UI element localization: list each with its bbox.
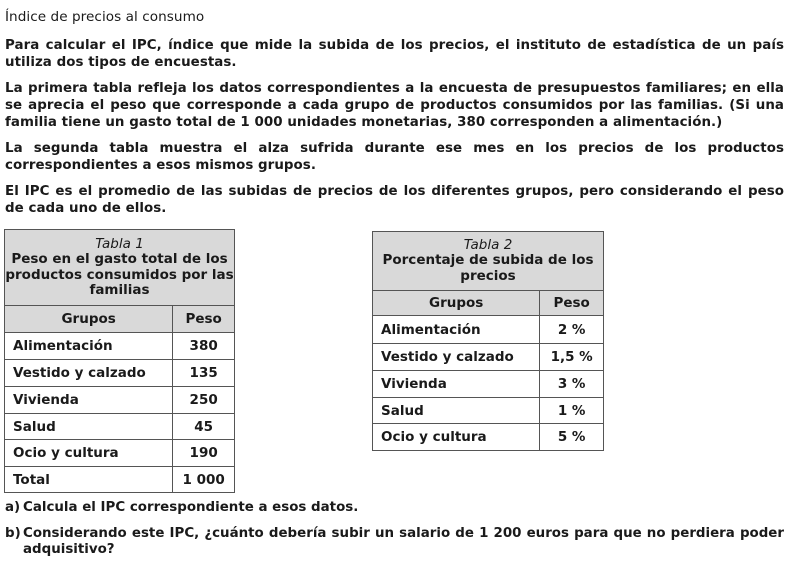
table-1-group-cell: Ocio y cultura (5, 440, 173, 467)
paragraph-ipc-definition: El IPC es el promedio de las subidas de precios de los diferentes grupos, pero considerando el peso de cada uno de ellos. (5, 184, 784, 216)
question-a-text: Calcula el IPC correspondiente a esos datos. (23, 500, 359, 515)
paragraph-table1-description: La primera tabla refleja los datos correspondientes a la encuesta de presupuestos familiares; en ella se aprecia el peso que corresponde a cada grupo de productos consumidos por las familias. (Si una familia tiene un gasto total de 1 000 unidades monetarias, 380 corresponden a alimentación.) (5, 81, 784, 130)
table-2-group-cell: Vivienda (373, 371, 540, 398)
table-1-total-label: Total (5, 467, 173, 493)
table-1-caption (5, 230, 235, 306)
table-row (5, 414, 235, 440)
table-2-header-groups: Grupos (373, 291, 540, 316)
table-2-caption-text: Porcentaje de subida de los precios (382, 252, 594, 284)
table-1-group-cell: Vivienda (5, 387, 173, 414)
table-row (373, 424, 604, 451)
table-row (373, 398, 604, 424)
table-1-header-groups: Grupos (5, 306, 173, 333)
table-1-total-value: 1 000 (173, 467, 235, 493)
table-1-value-cell: 190 (173, 440, 235, 467)
table-2-group-cell: Alimentación (373, 316, 540, 344)
table-1-value-cell: 45 (173, 414, 235, 440)
question-a-label: a) (5, 500, 21, 515)
table-1 (4, 229, 235, 493)
table-1-caption-label: Tabla 1 (95, 235, 144, 252)
table-row (373, 316, 604, 344)
table-1-value-cell: 250 (173, 387, 235, 414)
table-row (5, 440, 235, 467)
question-b-label: b) (5, 526, 21, 541)
table-1-caption-text: Peso en el gasto total de los productos consumidos por las familias (5, 251, 234, 298)
question-b (5, 526, 784, 558)
question-b-text: Considerando este IPC, ¿cuánto debería subir un salario de 1 200 euros para que no perdiera poder adquisitivo? (23, 526, 784, 557)
table-2-caption (373, 232, 604, 291)
table-2-value-cell: 2 % (540, 316, 604, 344)
table-2-caption-label: Tabla 2 (463, 236, 513, 253)
table-row (373, 371, 604, 398)
table-row (5, 467, 235, 493)
table-2-group-cell: Ocio y cultura (373, 424, 540, 451)
document-title: Índice de precios al consumo (5, 9, 205, 25)
table-2-value-cell: 3 % (540, 371, 604, 398)
table-1-group-cell: Vestido y calzado (5, 360, 173, 387)
table-2-value-cell: 1,5 % (540, 344, 604, 371)
table-2-group-cell: Salud (373, 398, 540, 424)
table-2-header-weight: Peso (540, 291, 604, 316)
table-row (5, 387, 235, 414)
paragraph-intro: Para calcular el IPC, índice que mide la subida de los precios, el instituto de estadística de un país utiliza dos tipos de encuestas. (5, 38, 784, 70)
table-1-group-cell: Alimentación (5, 333, 173, 360)
table-2-group-cell: Vestido y calzado (373, 344, 540, 371)
question-a (5, 500, 784, 516)
table-1-header-weight: Peso (173, 306, 235, 333)
table-2-value-cell: 5 % (540, 424, 604, 451)
table-row (373, 344, 604, 371)
table-2-value-cell: 1 % (540, 398, 604, 424)
table-row (5, 360, 235, 387)
table-1-value-cell: 135 (173, 360, 235, 387)
table-row (5, 333, 235, 360)
table-1-group-cell: Salud (5, 414, 173, 440)
table-2 (372, 231, 604, 451)
table-1-value-cell: 380 (173, 333, 235, 360)
paragraph-table2-description: La segunda tabla muestra el alza sufrida durante ese mes en los precios de los productos correspondientes a esos mismos grupos. (5, 141, 784, 173)
